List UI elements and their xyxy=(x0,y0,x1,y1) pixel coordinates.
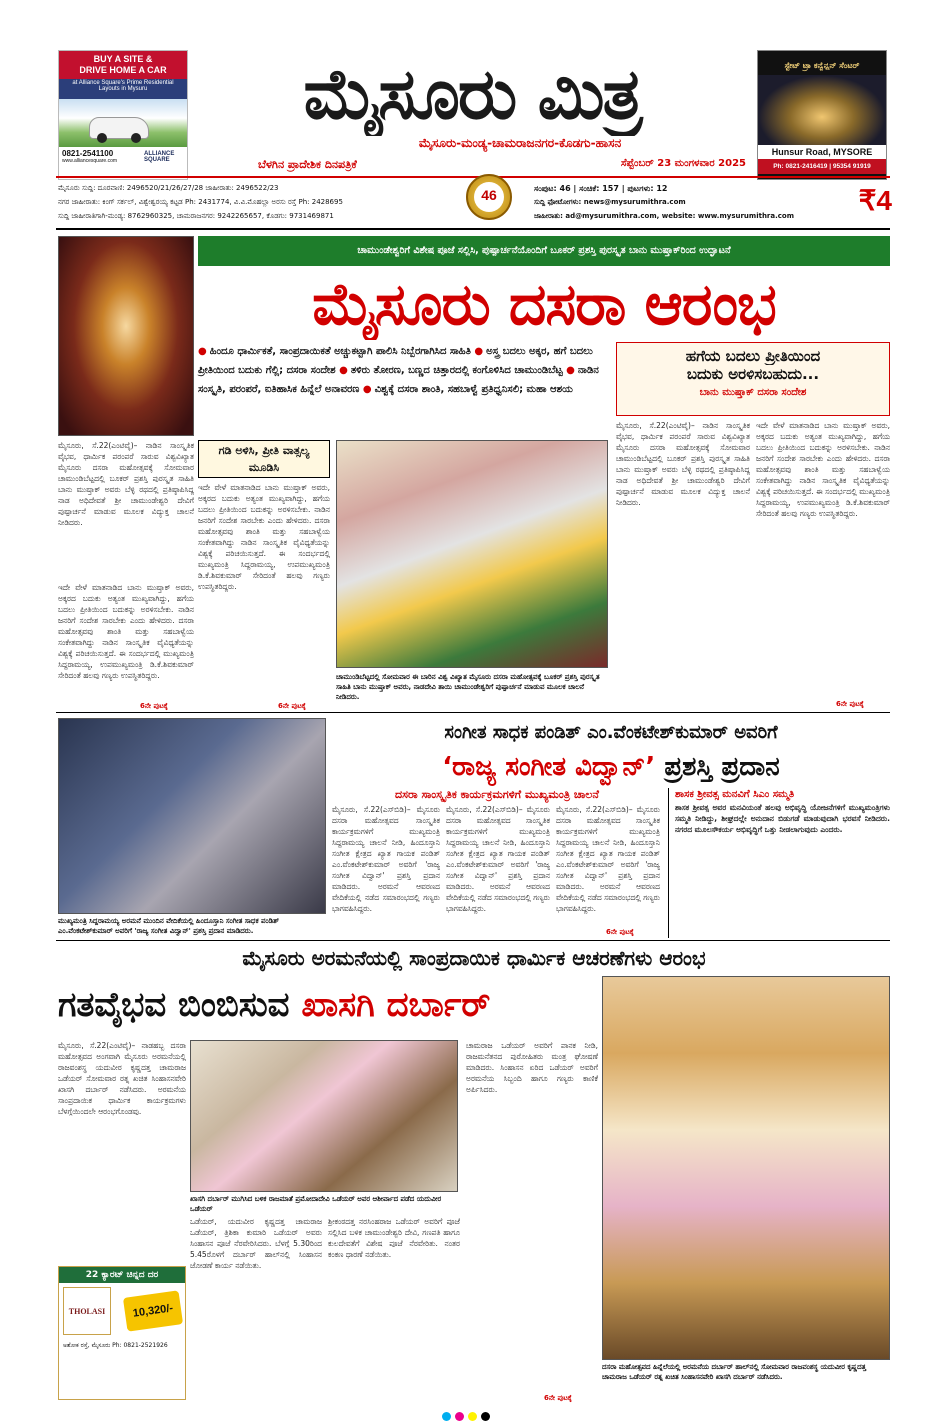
lead-bottom-rule xyxy=(56,712,890,713)
box-column: ಇದೇ ವೇಳೆ ಮಾತನಾಡಿದ ಬಾನು ಮುಷ್ತಾಕ್ ಅವರು, ಅಕ್ಕರದ ಬದುಕು ಅತ್ಯಂತ ಮುಖ್ಯವಾಗಿದ್ದು, ಹಗೆಯ ಬದಲು ಪ್ರೀತಿಯಿಂದ ಬದುಕನ್ನು ಅರಳಿಸಬೇಕು. ನಾಡಿನ ಜನರಿಗೆ ಸಂದೇಶ ಸಾರಬೇಕು ಎಂದು ಹೇಳಿದರು. ದಸರಾ ಮಹೋತ್ಸವವು ಶಾಂತಿ ಮತ್ತು ಸಹಬಾಳ್ವೆಯ ಸಂಕೇತವಾಗಿದ್ದು ನಾಡಿನ ಸಾಂಸ್ಕೃತಿಕ ವೈವಿಧ್ಯತೆಯನ್ನು ವಿಶ್ವಕ್ಕೆ ಪರಿಚಯಿಸುತ್ತದೆ. ಈ ಸಂದರ್ಭದಲ್ಲಿ ಮುಖ್ಯಮಂತ್ರಿ ಸಿದ್ದರಾಮಯ್ಯ, ಉಪಮುಖ್ಯಮಂತ್ರಿ ಡಿ.ಕೆ.ಶಿವಕುಮಾರ್ ಸೇರಿದಂತೆ ಹಲವು ಗಣ್ಯರು ಉಪಸ್ಥಿತರಿದ್ದರು. xyxy=(198,483,330,591)
darbar-throne-photo xyxy=(602,976,890,1360)
ad-website: www.alliancesquare.com xyxy=(62,158,118,164)
email-line: ಸುದ್ದಿ ಫೋಟೋಗಳು: news@mysurumithra.com xyxy=(534,198,686,206)
venue-image xyxy=(758,75,886,145)
phone-line-1: ಮೈಸೂರು ಸುದ್ದಿ: ದೂರವಾಣಿ: 2496520/21/26/27/28 ಜಾಹೀರಾತು: 2496522/23 xyxy=(58,184,279,192)
story2-headline-rest: ಪ್ರಶಸ್ತಿ ಪ್ರದಾನ xyxy=(664,752,780,782)
story3-continued: 6ನೇ ಪುಟಕ್ಕೆ xyxy=(544,1394,572,1402)
gold-rate-badge xyxy=(123,1290,183,1331)
bullet-5: ● ವಿಶ್ವಕ್ಕೆ ದಸರಾ ಶಾಂತಿ, ಸಹಬಾಳ್ವೆ ಪ್ರತಿಧ್ವನಿಸಲಿ; ಮಹಾ ಆಶಯ xyxy=(362,384,573,395)
phone-line-2: ನಗರ ಜಾಹೀರಾತು: ಕಿಂಗ್ ಸರ್ಕಲ್, ವಿಶ್ವೇಶ್ವರಯ್ಯ ಕಟ್ಟಡ Ph: 2431774, ವಿ.ವಿ.ಮೊಹಲ್ಲಾ ಅರಸು ರಸ್ತೆ Ph: 2428695 xyxy=(58,198,343,206)
registration-dots xyxy=(440,1406,510,1418)
story2-bottom-rule xyxy=(56,940,890,941)
story3-headline-black: ಗತವೈಭವ ಬಿಂಬಿಸುವ xyxy=(58,985,290,1025)
lead-bullets xyxy=(198,342,608,442)
side-title-2: ಬದುಕು ಅರಳಿಸಬಹುದು... xyxy=(686,365,820,383)
gold-rate-title: 22 ಕ್ಯಾರಟ್ ಚಿನ್ನದ ದರ xyxy=(59,1267,185,1283)
badge-number: 46 xyxy=(481,187,497,203)
ad-alliance-square[interactable] xyxy=(58,50,188,180)
side-subtitle: ಬಾನು ಮುಷ್ತಾಕ್ ದಸರಾ ಸಂದೇಶ xyxy=(699,387,807,398)
story2-headline-quote: ‘ರಾಜ್ಯ ಸಂಗೀತ ವಿದ್ವಾನ್’ xyxy=(442,752,656,782)
box-title: ಗಡಿ ಅಳಿಸಿ, ಪ್ರೀತಿ ವಾತ್ಸಲ್ಯ ಮೂಡಿಸಿ xyxy=(218,444,310,474)
story2-continued: 6ನೇ ಪುಟಕ್ಕೆ xyxy=(606,928,634,936)
story2-side-body: ಶಾಸಕ ಶ್ರೀವತ್ಸ ಅವರ ಮನವಿಯಂತೆ ಹಲವು ಅಭಿವೃದ್ಧಿ ಯೋಜನೆಗಳಿಗೆ ಮುಖ್ಯಮಂತ್ರಿಗಳು ಸಮ್ಮತಿ ನೀಡಿದ್ದು, ಶೀಘ್ರದಲ್ಲೇ ಅನುದಾನ ಬಿಡುಗಡೆ ಮಾಡುವುದಾಗಿ ಭರವಸೆ ನೀಡಿದರು. ನಗರದ ಮೂಲಸೌಕರ್ಯ ಅಭಿವೃದ್ಧಿಗೆ ಒತ್ತು ನೀಡಲಾಗುವುದು ಎಂದರು. xyxy=(675,803,890,834)
lead-kicker: ಚಾಮುಂಡೇಶ್ವರಿಗೆ ವಿಶೇಷ ಪೂಜೆ ಸಲ್ಲಿಸಿ, ಪುಷ್ಪಾರ್ಚನೆಯೊಂದಿಗೆ ಬೂಕರ್ ಪ್ರಶಸ್ತಿ ಪುರಸ್ಕೃತ ಬಾನು ಮುಷ್ತಾಕ್‌ರಿಂದ ಉದ್ಘಾಟನೆ xyxy=(198,236,890,266)
bullet-4: ● ನಾಡಿನ ಸಂಸ್ಕೃತಿ, ಪರಂಪರೆ, ಐತಿಹಾಸಿಕ ಹಿನ್ನೆಲೆ ಅನಾವರಣ xyxy=(198,365,599,395)
anniversary-badge xyxy=(456,170,522,228)
story2-subhead: ದಸರಾ ಸಾಂಸ್ಕೃತಿಕ ಕಾರ್ಯಕ್ರಮಗಳಿಗೆ ಮುಖ್ಯಮಂತ್ರಿ ಚಾಲನೆ xyxy=(395,788,599,801)
lead-dateline: ಮೈಸೂರು, ಸೆ.22(ಎಂಟಿವೈ)– ನಾಡಿನ ಸಾಂಸ್ಕೃತಿಕ ವೈಭವ, ಧಾರ್ಮಿಕ ಪರಂಪರೆ ಸಾರುವ ವಿಶ್ವವಿಖ್ಯಾತ ಮೈಸೂರು ದಸರಾ ಮಹೋತ್ಸವಕ್ಕೆ ಸೋಮವಾರ ಚಾಮುಂಡಿಬೆಟ್ಟದಲ್ಲಿ ಬೂಕರ್ ಪ್ರಶಸ್ತಿ ಪುರಸ್ಕೃತ ಸಾಹಿತಿ ಬಾನು ಮುಷ್ತಾಕ್ ಅವರು ಬೆಳ್ಳಿ ರಥದಲ್ಲಿ ಪ್ರತಿಷ್ಠಾಪಿಸಿದ್ದ ನಾಡ ಅಧಿದೇವತೆ ಶ್ರೀ ಚಾಮುಂಡೇಶ್ವರಿ ದೇವಿಗೆ ಪುಷ್ಪಾರ್ಚನೆ ಮಾಡುವ ಮೂಲಕ ವಿದ್ಯುಕ್ತ ಚಾಲನೆ ನೀಡಿದರು. xyxy=(58,441,194,527)
inauguration-photo xyxy=(336,440,608,668)
lead-continued-1: 6ನೇ ಪುಟಕ್ಕೆ xyxy=(140,702,168,710)
phone-line-3: ಸುದ್ದಿ ಜಾಹೀರಾತಿಗಾಗಿ-ಮಂಡ್ಯ: 8762960325, ಚಾಮರಾಜನಗರ: 9242265657, ಕೊಡಗು: 9731469871 xyxy=(58,212,334,220)
venue-location: Hunsur Road, MYSORE xyxy=(758,145,886,159)
story3-col-2: ಒಡೆಯರ್, ಯದುವೀರ ಕೃಷ್ಣದತ್ತ ಚಾಮರಾಜ ಒಡೆಯರ್, ತ್ರಿಶಿಕಾ ಕುಮಾರಿ ಒಡೆಯರ್ ಅವರು ಸಿಂಹಾಸನ ಪೂಜೆ ನೆರವೇರಿಸಿದರು. ಬೆಳಗ್ಗೆ 5.30ರಿಂದ 5.45ರೊಳಗೆ ದರ್ಬಾರ್ ಹಾಲ್‌ನಲ್ಲಿ ಸಿಂಹಾಸನ ಜೋಡಣೆ ಕಾರ್ಯ ನಡೆಯಿತು. xyxy=(190,1217,322,1270)
gold-address: ಅಶೋಕ ರಸ್ತೆ, ಮೈಸೂರು Ph: 0821-2521926 xyxy=(63,1342,168,1349)
ad-convention-center[interactable] xyxy=(757,50,887,180)
masthead-regions: ಮೈಸೂರು-ಮಂಡ್ಯ-ಚಾಮರಾಜನಗರ-ಕೊಡಗು-ಹಾಸನ xyxy=(418,136,622,150)
story3-col-4: ಚಾಮರಾಜ ಒಡೆಯರ್ ಅವರಿಗೆ ಪಾನಕ ನೀಡಿ, ರಾಜಮನೆತನದ ಪುರೋಹಿತರು ಮಂತ್ರ ಘೋಷಣೆ ಮಾಡಿದರು. ಸಿಂಹಾಸನ ಏರಿದ ಒಡೆಯರ್ ಅವರಿಗೆ ಅರಮನೆಯ ಸಿಬ್ಬಂದಿ ಹಾಗೂ ಗಣ್ಯರು ಕಾಣಿಕೆ ಅರ್ಪಿಸಿದರು. xyxy=(466,1041,598,1094)
side-title-1: ಹಗೆಯ ಬದಲು ಪ್ರೀತಿಯಿಂದ xyxy=(685,347,821,365)
gold-brand: THOLASI xyxy=(68,1306,106,1316)
side-panel xyxy=(616,342,890,416)
story2-headline-1: ಸಂಗೀತ ಸಾಧಕ ಪಂಡಿತ್ ಎಂ.ವೆಂಕಟೇಶ್‌ಕುಮಾರ್ ಅವರಿಗೆ xyxy=(444,722,778,743)
venue-phone: Ph: 0821-2416419 | 95354 91919 xyxy=(758,159,886,174)
award-ceremony-photo xyxy=(58,718,326,914)
story2-side-head: ಶಾಸಕ ಶ್ರೀವತ್ಸ ಮನವಿಗೆ ಸಿಎಂ ಸಮ್ಮತಿ xyxy=(675,789,795,800)
lead-column-1: ಇದೇ ವೇಳೆ ಮಾತನಾಡಿದ ಬಾನು ಮುಷ್ತಾಕ್ ಅವರು, ಅಕ್ಕರದ ಬದುಕು ಅತ್ಯಂತ ಮುಖ್ಯವಾಗಿದ್ದು, ಹಗೆಯ ಬದಲು ಪ್ರೀತಿಯಿಂದ ಬದುಕನ್ನು ಅರಳಿಸಬೇಕು. ನಾಡಿನ ಜನರಿಗೆ ಸಂದೇಶ ಸಾರಬೇಕು ಎಂದು ಹೇಳಿದರು. ದಸರಾ ಮಹೋತ್ಸವವು ಶಾಂತಿ ಮತ್ತು ಸಹಬಾಳ್ವೆಯ ಸಂಕೇತವಾಗಿದ್ದು ನಾಡಿನ ಸಾಂಸ್ಕೃತಿಕ ವೈವಿಧ್ಯತೆಯನ್ನು ವಿಶ್ವಕ್ಕೆ ಪರಿಚಯಿಸುತ್ತದೆ. ಈ ಸಂದರ್ಭದಲ್ಲಿ ಮುಖ್ಯಮಂತ್ರಿ ಸಿದ್ದರಾಮಯ್ಯ, ಉಪಮುಖ್ಯಮಂತ್ರಿ ಡಿ.ಕೆ.ಶಿವಕುಮಾರ್ ಸೇರಿದಂತೆ ಹಲವು ಗಣ್ಯರು ಉಪಸ್ಥಿತರಿದ್ದರು. xyxy=(58,583,194,680)
lead-continued-3: 6ನೇ ಪುಟಕ್ಕೆ xyxy=(836,700,864,708)
story3-headline-red: ಖಾಸಗಿ ದರ್ಬಾರ್ xyxy=(301,985,491,1025)
inauguration-caption: ಚಾಮುಂಡಿಬೆಟ್ಟದಲ್ಲಿ ಸೋಮವಾರ ಈ ಬಾರಿನ ವಿಶ್ವ ವಿಖ್ಯಾತ ಮೈಸೂರು ದಸರಾ ಮಹೋತ್ಸವಕ್ಕೆ ಬೂಕರ್ ಪ್ರಶಸ್ತಿ ಪುರಸ್ಕೃತ ಸಾಹಿತಿ ಬಾನು ಮುಷ್ತಾಕ್ ಅವರು, ನಾಡದೇವಿ ತಾಯಿ ಚಾಮುಂಡೇಶ್ವರಿಗೆ ಪುಷ್ಪಾರ್ಚನೆ ಮಾಡುವ ಮೂಲಕ ಚಾಲನೆ ನೀಡಿದರು. xyxy=(336,673,600,701)
masthead-title: ಮೈಸೂರು ಮಿತ್ರ xyxy=(303,53,641,135)
story3-col-1: ಮೈಸೂರು, ಸೆ.22(ಎಂಟಿವೈ)– ನಾಡಹಬ್ಬ ದಸರಾ ಮಹೋತ್ಸವದ ಅಂಗವಾಗಿ ಮೈಸೂರು ಅರಮನೆಯಲ್ಲಿ ರಾಜವಂಶಸ್ಥ ಯದುವೀರ ಕೃಷ್ಣದತ್ತ ಚಾಮರಾಜ ಒಡೆಯರ್ ಸೋಮವಾರ ರತ್ನ ಖಚಿತ ಸಿಂಹಾಸನವೇರಿ ಖಾಸಗಿ ದರ್ಬಾರ್ ನಡೆಸಿದರು. ಅರಮನೆಯ ಸಾಂಪ್ರದಾಯಿಕ ಧಾರ್ಮಿಕ ಕಾರ್ಯಕ್ರಮಗಳು ಬೆಳಗ್ಗೆಯಿಂದಲೇ ಆರಂಭಗೊಂಡವು. xyxy=(58,1041,186,1116)
ad-subtitle: at Alliance Square's Prime Residential Layouts in Mysuru xyxy=(59,79,187,99)
website-line: ಜಾಹೀರಾತು: ad@mysurumithra.com, website: www.mysurumithra.com xyxy=(534,212,795,220)
price: ₹4 xyxy=(858,185,892,216)
story2-headline-2 xyxy=(332,748,890,786)
box-story xyxy=(198,440,330,478)
bullet-3: ● ತಳಿರು ತೋರಣ, ಬಣ್ಣದ ಚಿತ್ತಾರದಲ್ಲಿ ಕಂಗೊಳಿಸಿದ ಚಾಮುಂಡಿಬೆಟ್ಟ xyxy=(339,365,563,376)
ad-headline-2: DRIVE HOME A CAR xyxy=(59,65,187,79)
issue-date: ಸೆಪ್ಟೆಂಬರ್ 23 ಮಂಗಳವಾರ 2025 xyxy=(620,158,746,169)
story3-banner: ಮೈಸೂರು ಅರಮನೆಯಲ್ಲಿ ಸಾಂಪ್ರದಾಯಿಕ ಧಾರ್ಮಿಕ ಆಚರಣೆಗಳು ಆರಂಭ xyxy=(242,946,706,970)
story2-col-1: ಮೈಸೂರು, ಸೆ.22(ಎಸ್‌ಬಿಡಿ)– ಮೈಸೂರು ದಸರಾ ಮಹೋತ್ಸವದ ಸಾಂಸ್ಕೃತಿಕ ಕಾರ್ಯಕ್ರಮಗಳಿಗೆ ಮುಖ್ಯಮಂತ್ರಿ ಸಿದ್ದರಾಮಯ್ಯ ಚಾಲನೆ ನೀಡಿ, ಹಿಂದೂಸ್ತಾನಿ ಸಂಗೀತ ಕ್ಷೇತ್ರದ ಖ್ಯಾತ ಗಾಯಕ ಪಂಡಿತ್ ಎಂ.ವೆಂಕಟೇಶ್‌ಕುಮಾರ್ ಅವರಿಗೆ 'ರಾಜ್ಯ ಸಂಗೀತ ವಿದ್ವಾನ್' ಪ್ರಶಸ್ತಿ ಪ್ರದಾನ ಮಾಡಿದರು. ಅರಮನೆ ಆವರಣದ ವೇದಿಕೆಯಲ್ಲಿ ನಡೆದ ಸಮಾರಂಭದಲ್ಲಿ ಗಣ್ಯರು ಭಾಗವಹಿಸಿದ್ದರು. xyxy=(332,805,440,913)
ad-phone: 0821-2541100 xyxy=(62,149,114,158)
goddess-idol-photo xyxy=(58,236,194,436)
ad-headline-1: BUY A SITE & xyxy=(59,51,187,65)
ad-brand: ALLIANCE SQUARE xyxy=(144,150,175,163)
gold-rate-ad[interactable] xyxy=(58,1266,186,1400)
venue-brand: ಸ್ಟೇಟ್ ಟ್ರಾ ಕನ್ವೆನ್ಷನ್ ಸೆಂಟರ್ xyxy=(784,61,860,70)
story2-col-3: ಮೈಸೂರು, ಸೆ.22(ಎಸ್‌ಬಿಡಿ)– ಮೈಸೂರು ದಸರಾ ಮಹೋತ್ಸವದ ಸಾಂಸ್ಕೃತಿಕ ಕಾರ್ಯಕ್ರಮಗಳಿಗೆ ಮುಖ್ಯಮಂತ್ರಿ ಸಿದ್ದರಾಮಯ್ಯ ಚಾಲನೆ ನೀಡಿ, ಹಿಂದೂಸ್ತಾನಿ ಸಂಗೀತ ಕ್ಷೇತ್ರದ ಖ್ಯಾತ ಗಾಯಕ ಪಂಡಿತ್ ಎಂ.ವೆಂಕಟೇಶ್‌ಕುಮಾರ್ ಅವರಿಗೆ 'ರಾಜ್ಯ ಸಂಗೀತ ವಿದ್ವಾನ್' ಪ್ರಶಸ್ತಿ ಪ್ರದಾನ ಮಾಡಿದರು. ಅರಮನೆ ಆವರಣದ ವೇದಿಕೆಯಲ್ಲಿ ನಡೆದ ಸಮಾರಂಭದಲ್ಲಿ ಗಣ್ಯರು ಭಾಗವಹಿಸಿದ್ದರು. xyxy=(556,805,660,913)
award-caption: ಮುಖ್ಯಮಂತ್ರಿ ಸಿದ್ದರಾಮಯ್ಯ ಅರಮನೆ ಮುಂದಿನ ವೇದಿಕೆಯಲ್ಲಿ ಹಿಂದೂಸ್ತಾನಿ ಸಂಗೀತ ಸಾಧಕ ಪಂಡಿತ್ ಎಂ.ವೆಂಕಟೇಶ್‌ಕುಮಾರ್ ಅವರಿಗೆ 'ರಾಜ್ಯ ಸಂಗೀತ ವಿದ್ವಾನ್' ಪ್ರಶಸ್ತಿ ಪ್ರದಾನ ಮಾಡಿದರು. xyxy=(58,917,280,935)
story2-col-2: ಮೈಸೂರು, ಸೆ.22(ಎಸ್‌ಬಿಡಿ)– ಮೈಸೂರು ದಸರಾ ಮಹೋತ್ಸವದ ಸಾಂಸ್ಕೃತಿಕ ಕಾರ್ಯಕ್ರಮಗಳಿಗೆ ಮುಖ್ಯಮಂತ್ರಿ ಸಿದ್ದರಾಮಯ್ಯ ಚಾಲನೆ ನೀಡಿ, ಹಿಂದೂಸ್ತಾನಿ ಸಂಗೀತ ಕ್ಷೇತ್ರದ ಖ್ಯಾತ ಗಾಯಕ ಪಂಡಿತ್ ಎಂ.ವೆಂಕಟೇಶ್‌ಕುಮಾರ್ ಅವರಿಗೆ 'ರಾಜ್ಯ ಸಂಗೀತ ವಿದ್ವಾನ್' ಪ್ರಶಸ್ತಿ ಪ್ರದಾನ ಮಾಡಿದರು. ಅರಮನೆ ಆವರಣದ ವೇದಿಕೆಯಲ್ಲಿ ನಡೆದ ಸಮಾರಂಭದಲ್ಲಿ ಗಣ್ಯರು ಭಾಗವಹಿಸಿದ್ದರು. xyxy=(446,805,550,913)
side-column-1: ಮೈಸೂರು, ಸೆ.22(ಎಂಟಿವೈ)– ನಾಡಿನ ಸಾಂಸ್ಕೃತಿಕ ವೈಭವ, ಧಾರ್ಮಿಕ ಪರಂಪರೆ ಸಾರುವ ವಿಶ್ವವಿಖ್ಯಾತ ಮೈಸೂರು ದಸರಾ ಮಹೋತ್ಸವಕ್ಕೆ ಸೋಮವಾರ ಚಾಮುಂಡಿಬೆಟ್ಟದಲ್ಲಿ ಬೂಕರ್ ಪ್ರಶಸ್ತಿ ಪುರಸ್ಕೃತ ಸಾಹಿತಿ ಬಾನು ಮುಷ್ತಾಕ್ ಅವರು ಬೆಳ್ಳಿ ರಥದಲ್ಲಿ ಪ್ರತಿಷ್ಠಾಪಿಸಿದ್ದ ನಾಡ ಅಧಿದೇವತೆ ಶ್ರೀ ಚಾಮುಂಡೇಶ್ವರಿ ದೇವಿಗೆ ಪುಷ್ಪಾರ್ಚನೆ ಮಾಡುವ ಮೂಲಕ ವಿದ್ಯುಕ್ತ ಚಾಲನೆ ನೀಡಿದರು. xyxy=(616,421,750,507)
volume-line: ಸಂಪುಟ: 46 | ಸಂಚಿಕೆ: 157 | ಪುಟಗಳು: 12 xyxy=(534,184,668,193)
masthead-bottom-rule xyxy=(56,228,890,230)
blessing-photo xyxy=(190,1040,458,1192)
side-column-2: ಇದೇ ವೇಳೆ ಮಾತನಾಡಿದ ಬಾನು ಮುಷ್ತಾಕ್ ಅವರು, ಅಕ್ಕರದ ಬದುಕು ಅತ್ಯಂತ ಮುಖ್ಯವಾಗಿದ್ದು, ಹಗೆಯ ಬದಲು ಪ್ರೀತಿಯಿಂದ ಬದುಕನ್ನು ಅರಳಿಸಬೇಕು. ನಾಡಿನ ಜನರಿಗೆ ಸಂದೇಶ ಸಾರಬೇಕು ಎಂದು ಹೇಳಿದರು. ದಸರಾ ಮಹೋತ್ಸವವು ಶಾಂತಿ ಮತ್ತು ಸಹಬಾಳ್ವೆಯ ಸಂಕೇತವಾಗಿದ್ದು ನಾಡಿನ ಸಾಂಸ್ಕೃತಿಕ ವೈವಿಧ್ಯತೆಯನ್ನು ವಿಶ್ವಕ್ಕೆ ಪರಿಚಯಿಸುತ್ತದೆ. ಈ ಸಂದರ್ಭದಲ್ಲಿ ಮುಖ್ಯಮಂತ್ರಿ ಸಿದ್ದರಾಮಯ್ಯ, ಉಪಮುಖ್ಯಮಂತ್ರಿ ಡಿ.ಕೆ.ಶಿವಕುಮಾರ್ ಸೇರಿದಂತೆ ಹಲವು ಗಣ್ಯರು ಉಪಸ್ಥಿತರಿದ್ದರು. xyxy=(756,421,890,518)
story3-headline xyxy=(58,974,598,1036)
darbar-throne-caption: ದಸರಾ ಮಹೋತ್ಸವದ ಹಿನ್ನೆಲೆಯಲ್ಲಿ ಅರಮನೆಯ ದರ್ಬಾರ್ ಹಾಲ್‌ನಲ್ಲಿ ಸೋಮವಾರ ರಾಜವಂಶಸ್ಥ ಯದುವೀರ ಕೃಷ್ಣದತ್ತ ಚಾಮರಾಜ ಒಡೆಯರ್ ರತ್ನ ಖಚಿತ ಸಿಂಹಾಸನವೇರಿ ಖಾಸಗಿ ದರ್ಬಾರ್ ನಡೆಸಿದರು. xyxy=(602,1363,866,1381)
bullet-1: ● ಹಿಂದೂ ಧಾರ್ಮಿಕತೆ, ಸಾಂಪ್ರದಾಯಿಕತೆ ಅಚ್ಚುಕಟ್ಟಾಗಿ ಪಾಲಿಸಿ ನಿಬ್ಬೆರಗಾಗಿಸಿದ ಸಾಹಿತಿ xyxy=(198,346,471,357)
tagline: ಬೆಳಗಿನ ಪ್ರಾದೇಶಿಕ ದಿನಪತ್ರಿಕೆ xyxy=(258,158,357,171)
blessing-caption: ಖಾಸಗಿ ದರ್ಬಾರ್ ಮುಗಿಸಿದ ಬಳಿಕ ರಾಜಮಾತೆ ಪ್ರಮೋದಾದೇವಿ ಒಡೆಯರ್ ಅವರ ಆಶೀರ್ವಾದ ಪಡೆದ ಯದುವೀರ ಒಡೆಯರ್ xyxy=(190,1195,442,1213)
gold-brand-logo xyxy=(63,1287,111,1335)
lead-continued-2: 6ನೇ ಪುಟಕ್ಕೆ xyxy=(278,702,306,710)
lead-headline: ಮೈಸೂರು ದಸರಾ ಆರಂಭ xyxy=(312,270,776,338)
story2-side-box xyxy=(668,788,890,938)
car-image xyxy=(59,99,187,147)
bullet-2: ● ಅಸ್ತ್ರ ಬದಲು ಅಕ್ಕರ, ಹಗೆ ಬದಲು ಪ್ರೀತಿಯಿಂದ ಬದುಕು ಗೆಲ್ಲಿ; ದಸರಾ ಸಂದೇಶ xyxy=(198,346,593,376)
gold-rate-value: 10,320/- xyxy=(132,1302,174,1320)
story3-col-3: ಶ್ರೀಕಂಠದತ್ತ ನರಸಿಂಹರಾಜ ಒಡೆಯರ್ ಅವರಿಗೆ ಪೂಜೆ ಸಲ್ಲಿಸಿದ ಬಳಿಕ ಚಾಮುಂಡೇಶ್ವರಿ ದೇವಿ, ಗಣಪತಿ ಹಾಗೂ ಕುಲದೇವತೆಗೆ ವಿಶೇಷ ಪೂಜೆ ನೆರವೇರಿತು. ನಂತರ ಕಂಕಣ ಧಾರಣೆ ನಡೆಯಿತು. xyxy=(328,1217,460,1259)
